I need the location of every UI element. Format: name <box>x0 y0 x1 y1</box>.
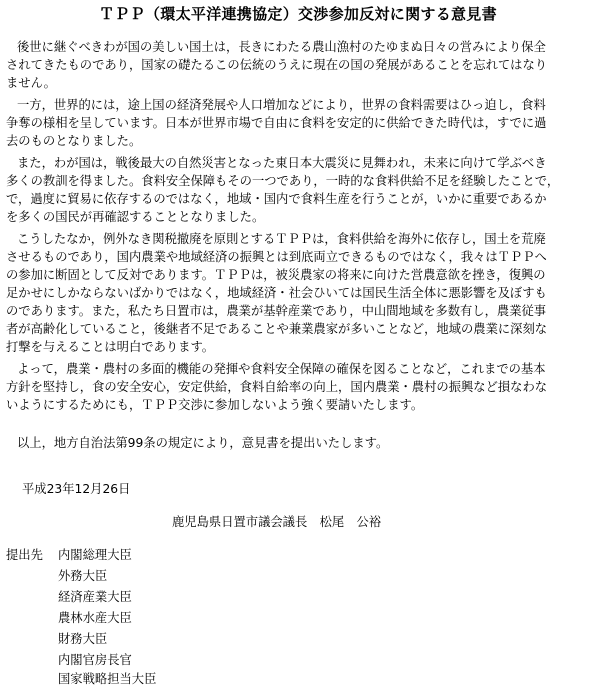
recipient-item: 内閣官房長官 <box>58 653 132 667</box>
body-line: 多くの教訓を得ました。食料安全保障もその一つであり，一時的な食料供給不足を経験したことで， <box>6 174 560 188</box>
document-title: ＴＰＰ（環太平洋連携協定）交渉参加反対に関する意見書 <box>99 5 497 23</box>
body-line: されてきたものであり，国家の礎たるこの伝統のうえに現在の国の発展があることを忘れてはなり <box>6 58 548 72</box>
body-line: ません。 <box>6 76 56 90</box>
closing-statement: 以上，地方自治法第99条の規定により，意見書を提出いたします。 <box>17 436 389 450</box>
body-line: こうしたなか，例外なき関税撤廃を原則とするＴＰＰは，食料供給を海外に依存し，国土を荒廃 <box>17 232 546 246</box>
body-line: させるものであり，国内農業や地域経済の振興とは到底両立できるものではなく，我々はＴＰＰへ <box>6 250 547 264</box>
body-line: の参加に断固として反対であります。ＴＰＰは，被災農家の将来に向けた営農意欲を挫き，復興の <box>6 268 546 282</box>
document-date: 平成23年12月26日 <box>22 482 131 496</box>
body-line: 後世に継ぐべきわが国の美しい国土は，長きにわたる農山漁村のたゆまぬ日々の営みにより保全 <box>17 40 546 54</box>
body-line: また，わが国は，戦後最大の自然災害となった東日本大震災に見舞われ，未来に向けて学ぶべき <box>17 156 547 170</box>
recipient-item: 財務大臣 <box>58 632 108 646</box>
body-line: を多くの国民が再確認することとなりました。 <box>6 210 265 224</box>
body-line: 足かせにしかならないばかりではなく，地域経済・社会ひいては国民生活全体に悪影響を及ぼすも <box>6 286 547 300</box>
recipient-item: 外務大臣 <box>58 569 108 583</box>
recipient-item: 農林水産大臣 <box>58 611 132 625</box>
body-line: よって，農業・農村の多面的機能の発揮や食料安全保障の確保を図ることなど，これまでの基本 <box>17 362 546 376</box>
body-line: のであります。また，私たち日置市は，農業が基幹産業であり，中山間地域を多数有し，農業従事 <box>6 304 547 318</box>
body-line: 一方，世界的には，途上国の経済発展や人口増加などにより，世界の食料需要はひっ迫し，食料 <box>17 98 546 112</box>
body-line: いようにするためにも，ＴＰＰ交渉に参加しないよう強く要請いたします。 <box>6 398 424 412</box>
body-line: 打撃を与えることは明白であります。 <box>6 340 215 354</box>
body-line: で，過度に貿易に依存するのではなく，地域・国内で食料生産を行うことが，いかに重要であるか <box>6 192 547 206</box>
body-line: 争奪の様相を呈しています。日本が世界市場で自由に食料を安定的に供給できた時代は，すでに過 <box>6 116 547 130</box>
recipients-label: 提出先 <box>6 548 43 562</box>
body-line: 去のものとなりました。 <box>6 134 142 148</box>
recipient-item: 経済産業大臣 <box>58 590 132 604</box>
body-line: 者が高齢化していること，後継者不足であることや兼業農家が多いことなど，地域の農業に深刻な <box>6 322 548 336</box>
signer-name: 鹿児島県日置市議会議長 松尾 公裕 <box>172 515 382 529</box>
recipient-item: 国家戦略担当大臣 <box>58 672 157 686</box>
recipient-item: 内閣総理大臣 <box>58 548 132 562</box>
body-line: 方針を堅持し，食の安全安心，安定供給，食料自給率の向上，国内農業・農村の振興など損なわな <box>6 380 548 394</box>
